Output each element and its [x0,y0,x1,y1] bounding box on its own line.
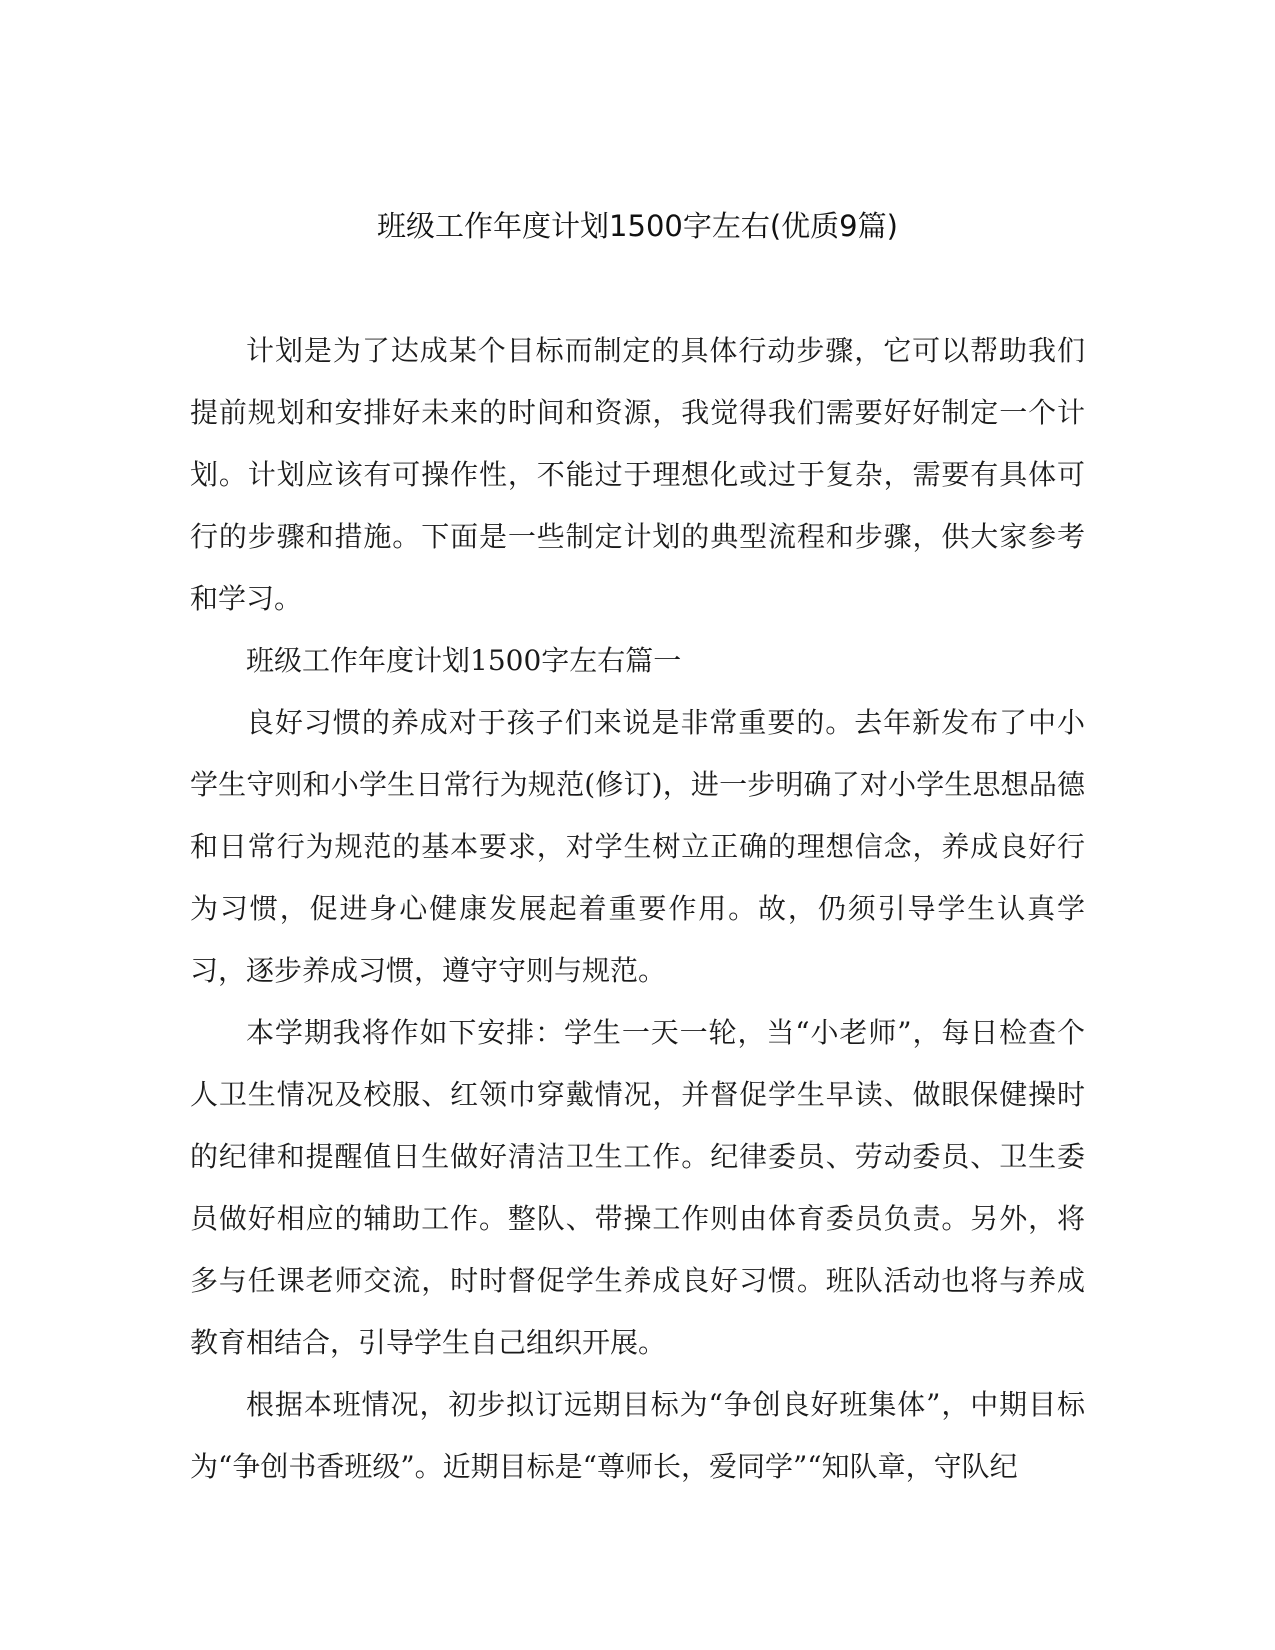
intro-paragraph: 计划是为了达成某个目标而制定的具体行动步骤，它可以帮助我们提前规划和安排好未来的时间和资源，我觉得我们需要好好制定一个计划。计划应该有可操作性，不能过于理想化或过于复杂，需要有具体可行的步骤和措施。下面是一些制定计划的典型流程和步骤，供大家参考和学习。 [190,334,1085,615]
section-heading: 班级工作年度计划1500字左右篇一 [246,644,682,677]
document-body [190,320,1085,1498]
body-paragraph: 本学期我将作如下安排：学生一天一轮，当“小老师”，每日检查个人卫生情况及校服、红领巾穿戴情况，并督促学生早读、做眼保健操时的纪律和提醒值日生做好清洁卫生工作。纪律委员、劳动委员、卫生委员做好相应的辅助工作。整队、带操工作则由体育委员负责。另外，将多与任课老师交流，时时督促学生养成良好习惯。班队活动也将与养成教育相结合，引导学生自己组织开展。 [190,1016,1085,1359]
document-title: 班级工作年度计划1500字左右(优质9篇) [377,209,898,243]
body-paragraph: 根据本班情况，初步拟订远期目标为“争创良好班集体”，中期目标为“争创书香班级”。近期目标是“尊师长，爱同学”“知队章，守队纪 [190,1388,1085,1483]
body-paragraph: 良好习惯的养成对于孩子们来说是非常重要的。去年新发布了中小学生守则和小学生日常行为规范(修订)，进一步明确了对小学生思想品德和日常行为规范的基本要求，对学生树立正确的理想信念，养成良好行为习惯，促进身心健康发展起着重要作用。故，仍须引导学生认真学习，逐步养成习惯，遵守守则与规范。 [190,706,1085,987]
